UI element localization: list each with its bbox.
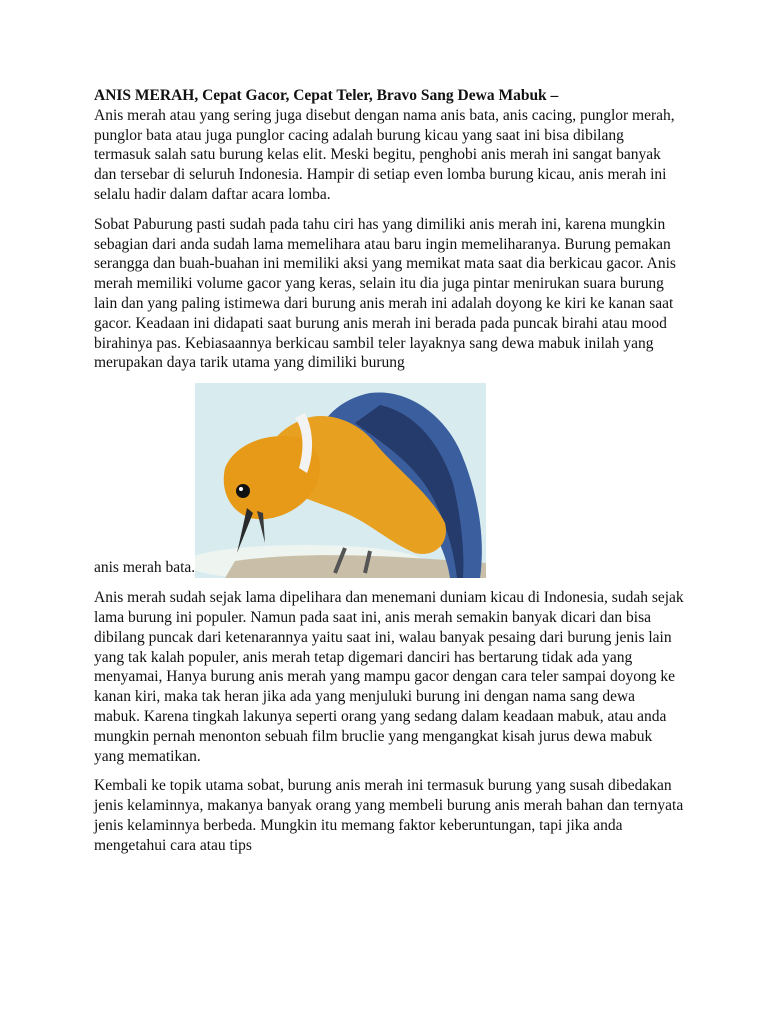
figure-caption: anis merah bata. <box>94 559 196 577</box>
bird-photo <box>195 383 486 578</box>
article-title: ANIS MERAH, Cepat Gacor, Cepat Teler, Bravo Sang Dewa Mabuk – <box>94 87 559 104</box>
fourth-paragraph: Kembali ke topik utama sobat, burung anis merah ini termasuk burung yang susah dibedakan jenis kelaminnya, makanya banyak orang yang membeli burung anis merah bahan dan ternyata jenis kelaminnya berbeda. Mungkin itu memang faktor keberuntungan, tapi jika anda mengetahui cara atau tips <box>94 777 684 854</box>
document-page <box>94 86 684 866</box>
intro-text: Anis merah atau yang sering juga disebut dengan nama anis bata, anis cacing, punglor merah, punglor bata atau juga punglor cacing adalah burung kicau yang saat ini bisa dibilang termasuk salah satu burung kelas elit. Meski begitu, penghobi anis merah ini sangat banyak dan tersebar di seluruh Indonesia. Hampir di setiap even lomba burung kicau, anis merah ini selalu hadir dalam daftar acara lomba. <box>94 106 675 203</box>
figure-row <box>94 383 684 578</box>
third-paragraph: Anis merah sudah sejak lama dipelihara dan menemani duniam kicau di Indonesia, sudah sejak lama burung ini populer. Namun pada saat ini, anis merah semakin banyak dicari dan bisa dibilang puncak dari ketenarannya yaitu saat ini, walau banyak pesaing dari burung jenis lain yang tak kalah populer, anis merah tetap digemari danciri has bertarung tidak ada yang menyamai, Hanya burung anis merah yang mampu gacor dengan cara teler sampai doyong ke kanan kiri, maka tak heran jika ada yang menjuluki burung ini dengan nama sang dewa mabuk. Karena tingkah lakunya seperti orang yang sedang dalam keadaan mabuk, atau anda mungkin pernah menonton sebuah film bruclie yang mengangkat kisah jurus dewa mabuk yang mematikan. <box>94 589 684 765</box>
first-paragraph <box>94 86 684 205</box>
second-paragraph: Sobat Paburung pasti sudah pada tahu ciri has yang dimiliki anis merah ini, karena mungkin sebagian dari anda sudah lama memelihara atau baru ingin memeliharanya. Burung pemakan serangga dan buah-buahan ini memiliki aksi yang memikat mata saat dia berkicau gacor. Anis merah memiliki volume gacor yang keras, selain itu dia juga pintar menirukan suara burung lain dan yang paling istimewa dari burung anis merah ini adalah doyong ke kiri ke kanan saat gacor. Keadaan ini didapati saat burung anis merah ini berada pada puncak birahi atau mood birahinya pas. Kebiasaannya berkicau sambil teler layaknya sang dewa mabuk inilah yang merupakan daya tarik utama yang dimiliki burung <box>94 215 676 372</box>
photo-eye <box>236 484 250 498</box>
photo-eye-highlight <box>239 487 243 491</box>
